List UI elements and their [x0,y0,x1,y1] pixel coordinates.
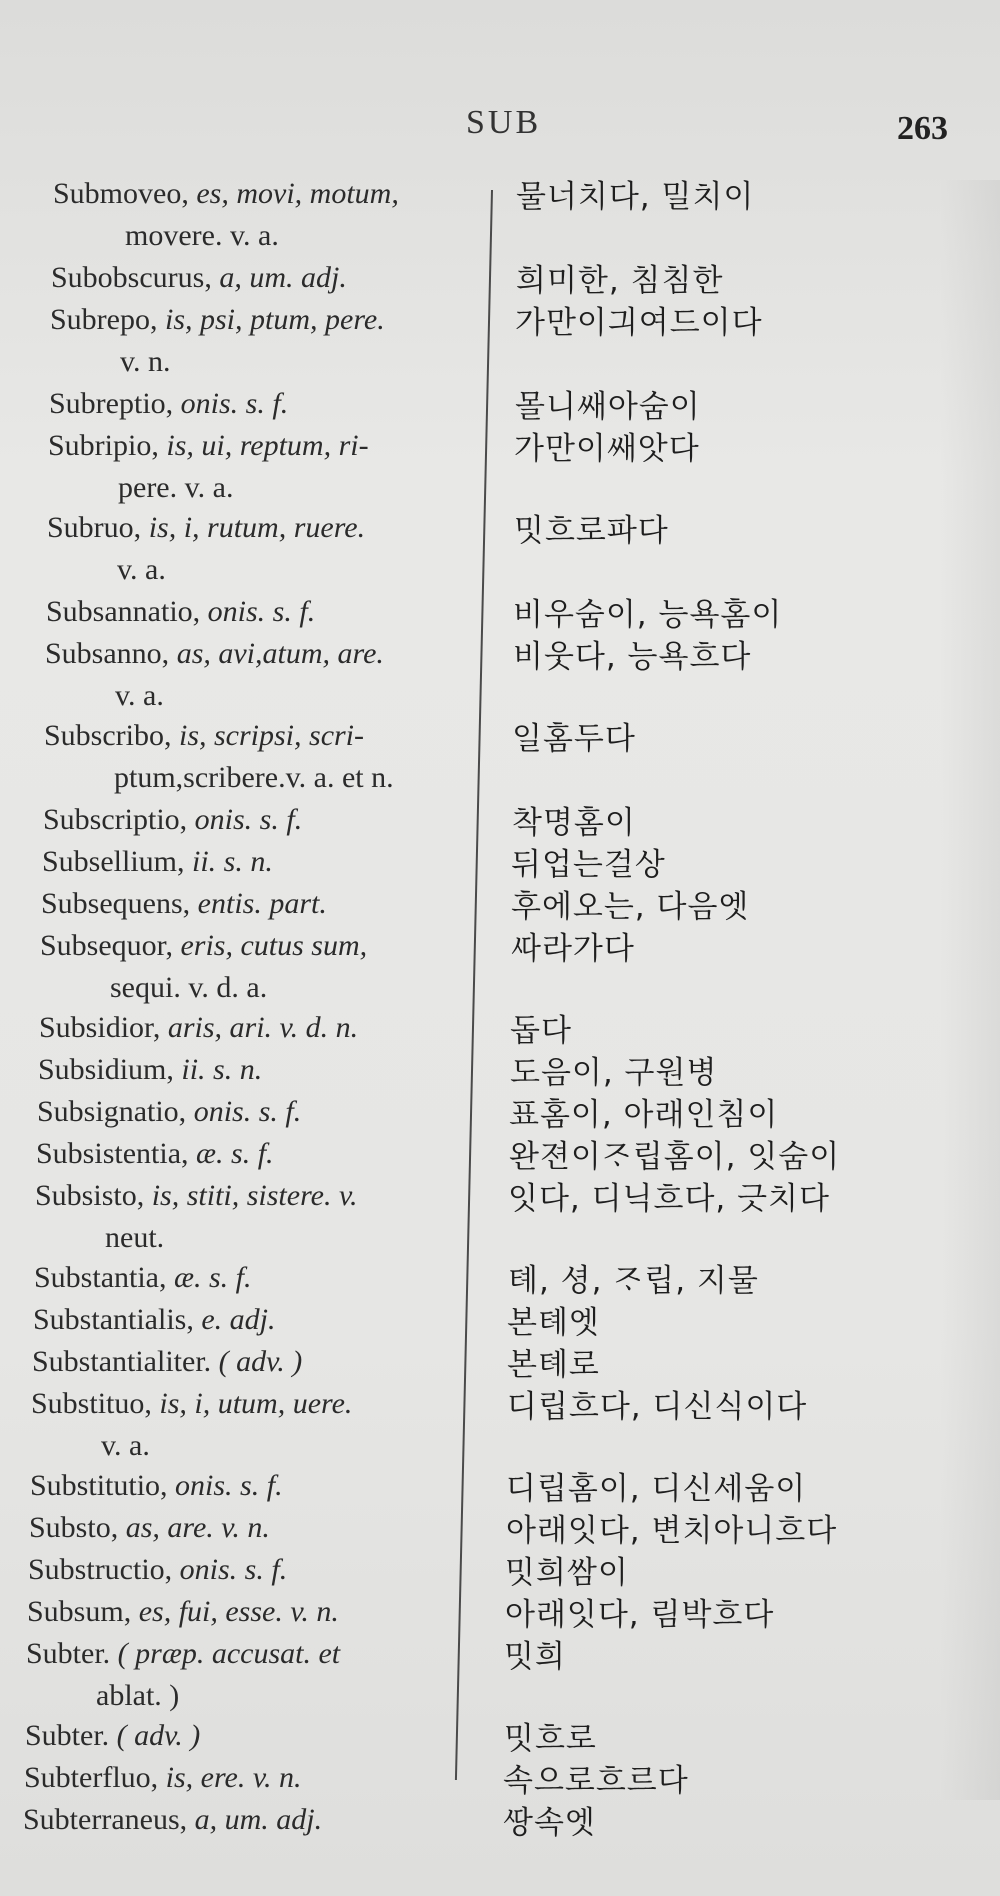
headword: Subrepo, [50,303,158,336]
latin-headword-line [25,1720,200,1752]
headword-continuation: v. a. [101,1429,150,1462]
korean-definition: 희미한, 침침한 [516,263,724,299]
headword: Subsum, [27,1595,132,1628]
korean-definition: 몰니쌔아숨이 [515,389,701,425]
latin-headword-line [33,1304,276,1336]
headword: Substo, [29,1511,119,1544]
korean-definition: 잇다, 디닉흐다, 긋치다 [508,1181,830,1217]
grammatical-forms: onis. s. f. [200,595,316,628]
korean-definition: 밋희 [504,1639,566,1675]
grammatical-forms: is, psi, ptum, pere. [157,303,385,336]
headword: Substantialis, [33,1303,194,1336]
headword: Substructio, [28,1553,173,1586]
korean-definition: 비우숨이, 능욕홈이 [513,597,783,633]
headword: Subter. [26,1637,111,1670]
latin-headword-line [47,512,365,544]
latin-headword-line [45,638,384,670]
korean-definition: 일홈두다 [512,721,636,757]
latin-headword-line [53,178,399,210]
grammatical-forms: ( adv. ) [109,1719,201,1752]
korean-definition: 밋희쌈이 [505,1555,629,1591]
latin-headword-line [28,1554,287,1586]
headword: Submoveo, [53,177,189,210]
headword: Subsidior, [39,1011,161,1044]
latin-headword-line [27,1596,339,1628]
korean-definition: 아래잇다, 변치아니흐다 [506,1513,838,1549]
grammatical-forms: is, ere. v. n. [158,1761,302,1794]
headword-continuation: neut. [105,1221,165,1254]
headword-continuation: v. a. [117,553,166,586]
latin-headword-line [30,1470,283,1502]
headword-continuation: sequi. v. d. a. [110,971,268,1004]
latin-headword-line [43,804,302,836]
grammatical-forms: ii. s. n. [184,845,273,878]
latin-headword-line [26,1638,340,1670]
korean-definition: 돕다 [510,1013,572,1049]
grammatical-forms: ( adv. ) [211,1345,303,1378]
headword-continuation: ablat. ) [96,1679,180,1712]
grammatical-forms: is, scripsi, scri- [171,719,365,752]
headword-continuation: v. a. [115,679,164,712]
latin-headword-line [40,930,367,962]
headword: Subripio, [48,429,159,462]
grammatical-forms: a, um. adj. [187,1803,323,1836]
headword: Subscribo, [44,719,172,752]
latin-headword-line [36,1138,274,1170]
latin-headword-line [34,1262,252,1294]
latin-headword-line [39,1012,358,1044]
grammatical-forms: is, i, utum, uere. [151,1387,353,1420]
korean-definition: 디립홈이, 디신세움이 [506,1471,807,1507]
korean-definition: 속으로흐르다 [503,1763,689,1799]
korean-definition: 표홈이, 아래인침이 [509,1097,779,1133]
headword: Subscriptio, [43,803,188,836]
latin-headword-line [38,1054,262,1086]
headword: Subsidium, [38,1053,174,1086]
latin-headword-line [24,1762,301,1794]
korean-definition: 본톄엣 [507,1305,600,1341]
korean-definition: 착명홈이 [512,805,636,841]
headword: Subterraneus, [23,1803,188,1836]
latin-headword-line [23,1804,322,1836]
latin-headword-line [50,304,385,336]
headword-continuation: ptum,scribere.v. a. et n. [114,761,394,794]
grammatical-forms: is, i, rutum, ruere. [141,511,366,544]
grammatical-forms: ( præp. accusat. et [110,1637,341,1670]
grammatical-forms: onis. s. f. [173,387,289,420]
headword: Subsisto, [35,1179,145,1212]
korean-definition: 물너치다, 밀치이 [516,179,755,215]
page-number: 263 [897,110,948,147]
korean-definition: 디립흐다, 디신식이다 [507,1389,808,1425]
page-header-title: SUB [466,104,542,141]
grammatical-forms: es, movi, motum, [188,177,399,210]
latin-headword-line [41,888,327,920]
korean-definition: 도음이, 구원병 [510,1055,718,1091]
korean-definition: ᄯᅡᆼ속엣 [503,1805,596,1841]
grammatical-forms: eris, cutus sum, [172,929,368,962]
korean-definition: 완젼이ᄌᆞ립홈이, 잇숨이 [509,1139,841,1175]
latin-headword-line [44,720,364,752]
headword: Subterfluo, [24,1761,159,1794]
grammatical-forms: entis. part. [190,887,327,920]
headword: Subsequor, [40,929,173,962]
headword: Subsequens, [41,887,191,920]
grammatical-forms: onis. s. f. [187,803,303,836]
latin-headword-line [49,388,288,420]
korean-definition: 뒤업는걸상 [511,847,666,883]
latin-headword-line [46,596,315,628]
headword: Substantia, [34,1261,167,1294]
headword: Subobscurus, [51,261,212,294]
headword-continuation: pere. v. a. [118,471,234,504]
grammatical-forms: æ. s. f. [188,1137,274,1170]
headword: Subreptio, [49,387,174,420]
korean-definition: 가만이쌔앗다 [514,431,700,467]
grammatical-forms: as, avi,atum, are. [169,637,384,670]
korean-definition: 후에오는, 다음엣 [511,889,750,925]
latin-headword-line [37,1096,301,1128]
grammatical-forms: æ. s. f. [166,1261,252,1294]
headword: Subsellium, [42,845,185,878]
headword: Subruo, [47,511,142,544]
latin-headword-line [35,1180,358,1212]
grammatical-forms: e. adj. [193,1303,276,1336]
latin-headword-line [51,262,347,294]
korean-definition: 밋흐로 [504,1721,597,1757]
headword: Subsignatio, [37,1095,187,1128]
headword: Subter. [25,1719,110,1752]
korean-definition: 가만이긔여드이다 [515,305,763,341]
headword: Subsanno, [45,637,170,670]
latin-headword-line [48,430,369,462]
korean-definition: 아래잇다, 림박흐다 [505,1597,775,1633]
korean-definition: 본톄로 [507,1347,600,1383]
headword: Substantialiter. [32,1345,212,1378]
headword: Subsistentia, [36,1137,189,1170]
grammatical-forms: a, um. adj. [211,261,347,294]
grammatical-forms: onis. s. f. [172,1553,288,1586]
grammatical-forms: onis. s. f. [186,1095,302,1128]
grammatical-forms: ii. s. n. [173,1053,263,1086]
headword: Substitutio, [30,1469,168,1502]
latin-headword-line [29,1512,270,1544]
grammatical-forms: is, stiti, sistere. v. [144,1179,358,1212]
korean-definition: ᄯᅡ라가다 [511,931,635,967]
grammatical-forms: as, are. v. n. [118,1511,270,1544]
grammatical-forms: es, fui, esse. v. n. [131,1595,339,1628]
latin-headword-line [42,846,273,878]
grammatical-forms: is, ui, reptum, ri- [158,429,369,462]
headword: Subsannatio, [46,595,201,628]
latin-headword-line [32,1346,302,1378]
headword: Substituo, [31,1387,152,1420]
headword-continuation: movere. v. a. [125,219,279,252]
grammatical-forms: aris, ari. v. d. n. [160,1011,359,1044]
korean-definition: 비웃다, 능욕흐다 [513,639,752,675]
headword-continuation: v. n. [120,345,171,378]
grammatical-forms: onis. s. f. [167,1469,283,1502]
korean-definition: 톄, 셩, ᄌᆞ립, 지물 [508,1263,759,1299]
latin-headword-line [31,1388,352,1420]
korean-definition: 밋흐로파다 [514,513,669,549]
